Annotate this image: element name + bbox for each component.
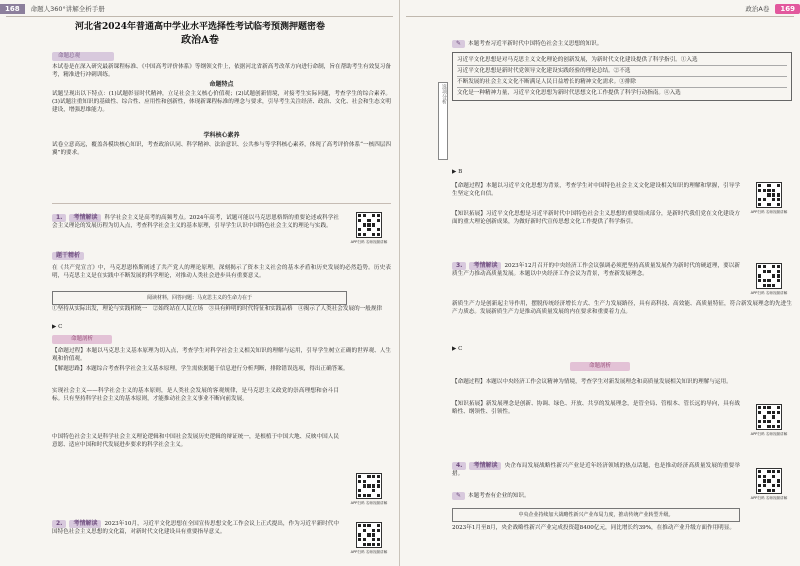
analysis-a: 【命题过程】本题以习近平文化思想为背景，考查学生对中国特色社会主义文化建设相关知识的理解和掌握，引导学生坚定文化自信。: [452, 183, 740, 197]
qr-caption: APP扫码 名师视频讲解: [750, 291, 788, 295]
answer-b: ▶ B: [452, 169, 463, 175]
right-header: [400, 2, 800, 15]
header-divider: [406, 16, 794, 17]
analysis-process: 【命题过程】本题以马克思主义基本原理为切入点，考查学生对科学社会主义相关知识的理解与运用，引导学生树立正确的世界观、人生观和价值观。: [52, 348, 391, 362]
competency-heading: 学科核心素养: [203, 132, 240, 139]
option-analysis-box: [452, 52, 792, 101]
qr-code[interactable]: [756, 468, 782, 494]
q1-stem: 在《共产党宣言》中，马克思恩格斯阐述了共产党人的理论原理，深刻揭示了资本主义社会的基本矛盾和历史发展的必然趋势。历史表明，马克思主义是在实践中不断发展的科学理论，对推动人类社会进步具有重要意义。: [52, 265, 391, 279]
qr-caption: APP扫码 名师视频讲解: [350, 240, 388, 244]
q3-answer-value: C: [458, 346, 463, 352]
q1-text: 科学社会主义是高考的高频考点。2024年高考，试题可能以马克思恩格斯的重要论述或科学社会主义理论的发展历程为切入点，考查科学社会主义的基本原理，引导学生认识中国特色社会主义的理论与实践。: [52, 215, 339, 229]
q4-number: 4.: [452, 462, 466, 470]
section-band-overview: 命题总观: [52, 52, 114, 61]
option-row: 习近平文化思想是新时代党领导文化建设实践经验的理论总结。②不选: [457, 66, 787, 77]
pencil-icon: ✎: [452, 40, 465, 48]
answer-b-value: B: [458, 169, 463, 175]
competency-paragraph: 试卷立意高远，覆盖各模块核心知识，考查政治认同、科学精神、法治意识、公共参与等学科核心素养，体现了高考评价体系“一核四层四翼”的要求。: [52, 142, 391, 156]
features-paragraph: 试题呈现出以下特点：(1)试题彰显时代精神，立足社会主义核心价值观；(2)试题创新情境，对接考生实际问题，考查学生的综合素养。(3)试题注重知识的基础性、综合性、应用性和创新性，体现新课程标准的理念与要求，引导考生关注经济、政治、文化、社会和生态文明建设，增强思维能力。: [52, 91, 391, 113]
q4-label: [452, 492, 740, 500]
q4-question-box: [452, 508, 740, 522]
stem-badge: 题干精析: [52, 252, 84, 260]
q1-answer: ▶ C: [52, 324, 63, 330]
analysis-approach: 【解题思路】本题综合考查科学社会主义基本原理，学生需依据题干信息进行分析判断，排除错误选项，得出正确答案。: [52, 366, 349, 372]
pencil-icon: ✎: [452, 492, 465, 500]
q4-box-text: 中央企业持续加大战略性新兴产业布局力度，推动传统产业转型升级。: [518, 512, 674, 518]
analysis-c: 【命题过程】本题以中央经济工作会议精神为情境，考查学生对新发展理念和高质量发展相关知识的理解与运用。: [452, 379, 732, 385]
qr-code[interactable]: [356, 212, 382, 238]
q1-badge: 考情解读: [69, 214, 101, 222]
qr-caption: APP扫码 名师视频讲解: [350, 550, 388, 554]
q4-text: 央企布局发展战略性新兴产业是近年经济领域的热点话题，也是推动经济高质量发展的重要举措。: [452, 463, 740, 477]
q1-answer-value: C: [58, 324, 63, 330]
q4-badge: 考情解读: [469, 462, 501, 470]
divider: [52, 203, 391, 204]
left-page-number: 168: [0, 4, 25, 14]
qr-code[interactable]: [356, 522, 382, 548]
right-top-label-text: 本题考查习近平新时代中国特色社会主义思想的知识。: [468, 41, 603, 47]
option-row: 不断发展的社会主义文化不断满足人民日益增长的精神文化需求。③排除: [457, 77, 787, 88]
exam-title: 河北省2024年普通高中学业水平选择性考试临考预测押题密卷: [74, 22, 326, 32]
q1-intro: [52, 214, 339, 230]
qr-caption: APP扫码 名师视频讲解: [750, 496, 788, 500]
option-row: 文化是一种精神力量，习近平文化思想为新时代思想文化工作提供了科学行动指南。④入选: [457, 90, 681, 96]
qr-code[interactable]: [356, 473, 382, 499]
analysis-b: 【知识拓展】习近平文化思想是习近平新时代中国特色社会主义思想的重要组成部分，是新时代我们党在文化建设方面的重大理论创新成果，为做好新时代宣传思想文化工作提供了科学指引。: [452, 211, 740, 225]
q3-badge: 考情解读: [469, 262, 501, 270]
q3-number: 3.: [452, 262, 466, 270]
qr-caption: APP扫码 名师视频讲解: [750, 210, 788, 214]
exam-subtitle: 政治A卷: [181, 35, 219, 46]
q2-number: 2.: [52, 520, 66, 528]
analysis-d: 【知识拓展】新发展理念是创新、协调、绿色、开放、共享的发展理念，是管全局、管根本、管长远的导向，具有战略性、纲领性、引领性。: [452, 401, 740, 415]
q1-number: 1.: [52, 214, 66, 222]
qr-code[interactable]: [756, 263, 782, 289]
q1-options: ①坚持从实际出发，理论与实践相统一 ②始终站在人民立场 ③具有鲜明的时代特征和实践品格 ④揭示了人类社会发展的一般规律: [52, 306, 383, 312]
q4-intro: [452, 462, 740, 478]
q2-intro: [52, 520, 339, 536]
q4-label-text: 本题考查有企业的知识。: [468, 493, 530, 499]
q1-stem-row: [52, 252, 391, 260]
qr-caption: APP扫码 名师视频讲解: [750, 432, 788, 436]
side-label: 选项分析: [441, 84, 447, 104]
right-running-head: 政治A卷: [745, 4, 770, 13]
q1-box-text: 阅读材料，回答问题：马克思主义的生命力在于: [146, 295, 252, 301]
features-heading: 命题特点: [209, 81, 234, 88]
q1-question-box: [52, 291, 347, 305]
left-header: [0, 2, 400, 15]
right-page-number: 169: [775, 4, 800, 14]
q3-answer: ▶ C: [452, 346, 463, 352]
q4-last-line: 2023年1月至8月，央企战略性新兴产业完成投资超8400亿元，同比增长约39%，在推动产业升级方面作用明显。: [452, 525, 735, 531]
q2-badge: 考情解读: [69, 520, 101, 528]
intro-paragraph: 本试卷是在深入研究最新课程标准、《中国高考评价体系》等纲领文件上，依据河北省新高考改革方向进行命制，旨在帮助考生有效复习备考，精准进行冲刺训练。: [52, 64, 391, 78]
header-divider: [6, 16, 393, 17]
section-band-analysis: 命题剖析: [570, 362, 630, 371]
q3-stem: 新质生产力是创新起主导作用，摆脱传统经济增长方式、生产力发展路径，具有高科技、高效能、高质量特征，符合新发展理念的先进生产力质态。发展新质生产力是推动高质量发展的内在要求和重要着力点。: [452, 301, 792, 315]
qr-code[interactable]: [756, 404, 782, 430]
right-page: [400, 0, 800, 566]
analysis-characteristics: 中国特色社会主义是科学社会主义理论逻辑和中国社会发展历史逻辑的辩证统一，是根植于中国大地、反映中国人民意愿、适应中国和时代发展进步要求的科学社会主义。: [52, 434, 339, 448]
qr-code[interactable]: [756, 182, 782, 208]
right-top-label: [452, 40, 792, 48]
q2-text: 2023年10月，习近平文化思想在全国宣传思想文化工作会议上正式提出，作为习近平新时代中国特色社会主义思想的文化篇，对新时代文化建设具有重要指导意义。: [52, 521, 339, 535]
left-running-head: 命题人360°讲解全析手册: [30, 4, 105, 13]
option-row: 习近平文化思想是对马克思主义文化理论的创新发展，为新时代文化建设提供了科学指引。①入选: [457, 55, 787, 66]
section-band-analysis: 命题剖析: [52, 335, 112, 344]
qr-caption: APP扫码 名师视频讲解: [350, 501, 388, 505]
q3-text: 2023年12月召开的中央经济工作会议强调必须把坚持高质量发展作为新时代的硬道理，要以新质生产力推动高质量发展。本题以中央经济工作会议为背景，考查新发展理念。: [452, 263, 740, 277]
q3-intro: [452, 262, 740, 278]
analysis-principle: 实现社会主义——科学社会主义的基本原则，是人类社会发展的客观规律，是马克思主义政党的崇高理想和奋斗目标。只有坚持科学社会主义的基本原则，才能推动社会主义事业不断向前发展。: [52, 388, 339, 402]
